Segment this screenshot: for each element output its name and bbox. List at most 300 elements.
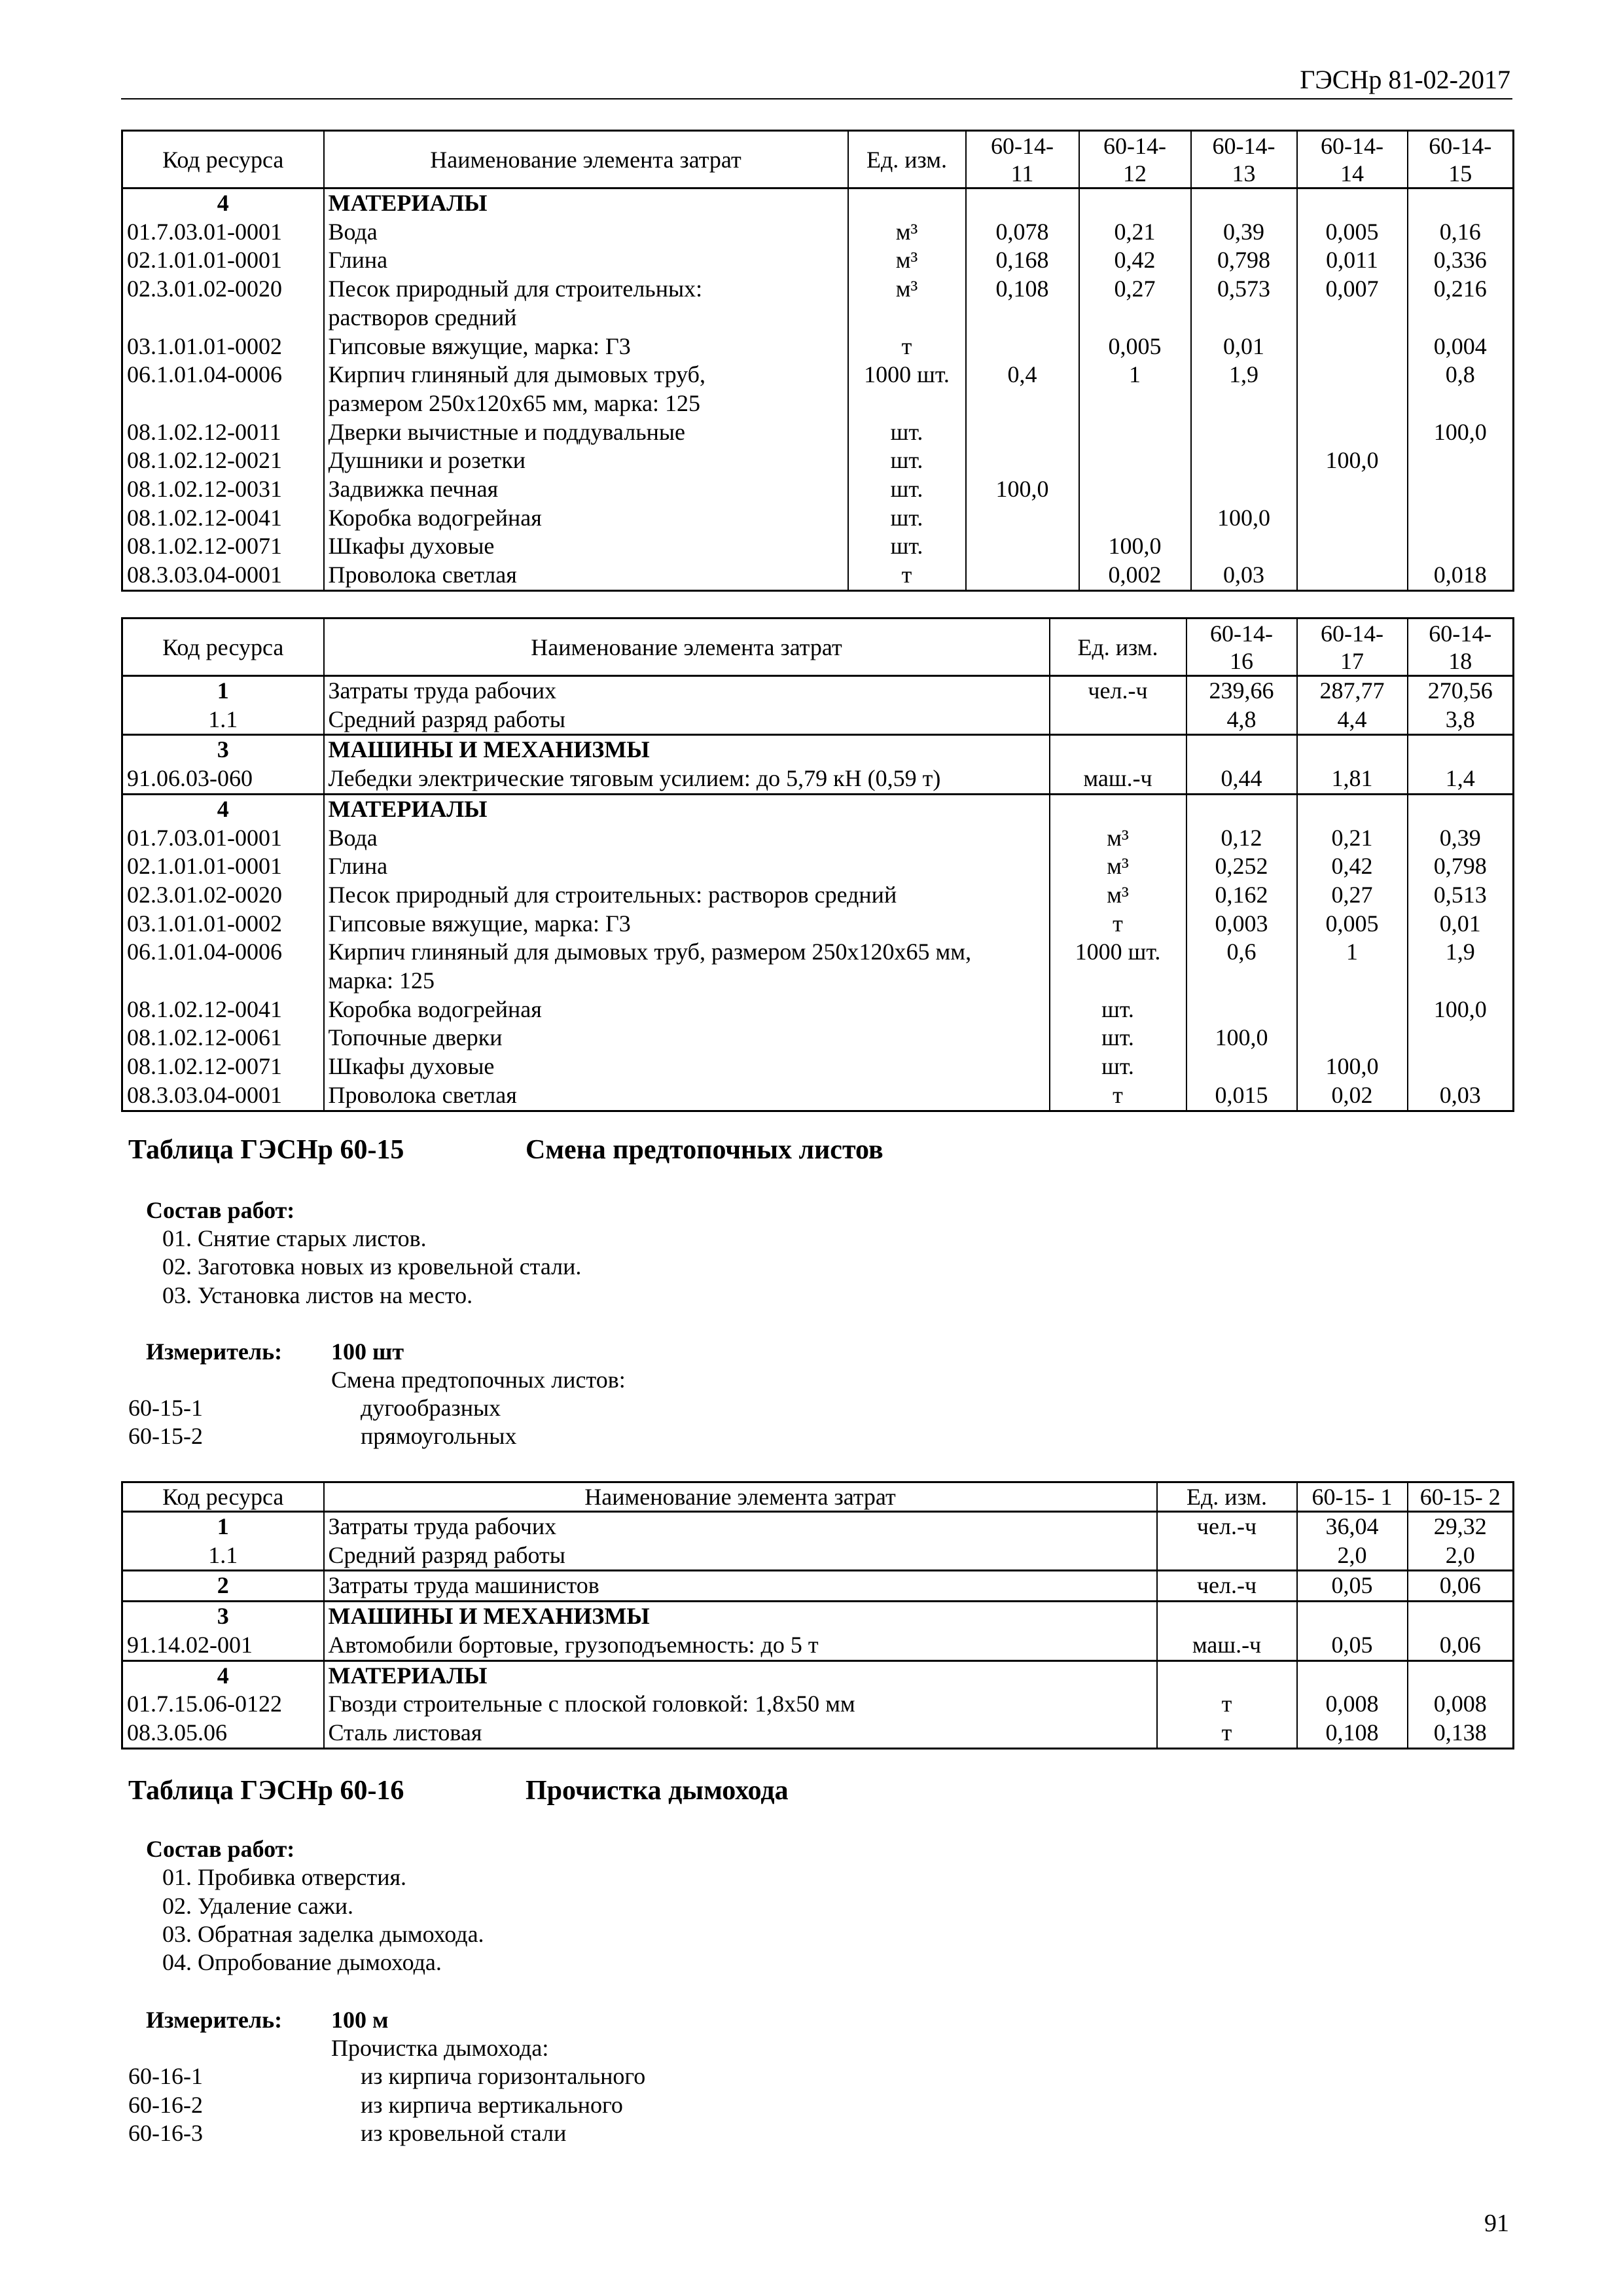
resource-code: 08.1.02.12-0041: [122, 996, 324, 1024]
value-cell: 1: [1079, 361, 1191, 418]
work-step: 03. Обратная заделка дымохода.: [162, 1921, 484, 1947]
value-cell: 0,42: [1079, 246, 1191, 275]
value-cell: [1408, 475, 1514, 504]
value-cell: [1079, 418, 1191, 447]
meter-value: 100 м: [331, 2007, 389, 2033]
value-cell: 1,4: [1408, 764, 1514, 794]
value-cell: 4,4: [1297, 706, 1408, 735]
value-cell: 100,0: [1079, 532, 1191, 561]
table-row: [122, 794, 1514, 823]
value-cell: 239,66: [1186, 676, 1297, 706]
resource-name: Гипсовые вяжущие, марка: Г3: [324, 910, 1050, 939]
resource-code: 03.1.01.01-0002: [122, 910, 324, 939]
value-cell: 0,138: [1408, 1719, 1514, 1748]
value-cell: 0,216: [1408, 275, 1514, 332]
header-divider: [121, 98, 1512, 99]
resource-code: 4: [122, 1660, 324, 1690]
resource-table-60-14-16-18: [121, 617, 1514, 1112]
table-row: [122, 475, 1514, 504]
value-cell: [966, 561, 1079, 590]
resource-name: Средний разряд работы: [324, 1541, 1157, 1571]
value-cell: [1408, 1024, 1514, 1052]
resource-code: 01.7.03.01-0001: [122, 218, 324, 247]
value-cell: 0,007: [1297, 275, 1408, 332]
resource-name: Кирпич глиняный для дымовых труб, размером 250х120х65 мм, марка: 125: [324, 938, 1050, 995]
value-cell: 0,03: [1191, 561, 1297, 590]
unit: [1050, 794, 1186, 823]
value-cell: [1079, 475, 1191, 504]
resource-name: Средний разряд работы: [324, 706, 1050, 735]
unit: маш.-ч: [1050, 764, 1186, 794]
unit: [1157, 1660, 1297, 1690]
value-cell: 0,003: [1186, 910, 1297, 939]
value-cell: [966, 332, 1079, 361]
value-cell: 0,42: [1297, 852, 1408, 881]
resource-name: Душники и розетки: [324, 446, 848, 475]
resource-name: Шкафы духовые: [324, 532, 848, 561]
table-row: [122, 1571, 1514, 1602]
value-cell: 2,0: [1297, 1541, 1408, 1571]
value-cell: 0,6: [1186, 938, 1297, 995]
value-cell: 4,8: [1186, 706, 1297, 735]
meter-label: Измеритель:: [146, 2007, 283, 2033]
unit: [1157, 1541, 1297, 1571]
header-rate-column: 60-14- 18: [1408, 619, 1514, 676]
resource-code: 1.1: [122, 706, 324, 735]
value-cell: [1297, 1602, 1408, 1631]
resource-code: 02.1.01.01-0001: [122, 246, 324, 275]
value-cell: 270,56: [1408, 676, 1514, 706]
item-code: 60-15-2: [128, 1423, 203, 1449]
resource-code: 08.1.02.12-0031: [122, 475, 324, 504]
table-row: [122, 1631, 1514, 1660]
table-row: [122, 446, 1514, 475]
resource-code: 91.06.03-060: [122, 764, 324, 794]
resource-code: 08.3.03.04-0001: [122, 1081, 324, 1111]
value-cell: [1297, 794, 1408, 823]
unit: т: [1157, 1690, 1297, 1719]
header-rate-column: 60-14- 15: [1408, 131, 1514, 188]
resource-code: 08.1.02.12-0011: [122, 418, 324, 447]
header-rate-column: 60-14- 12: [1079, 131, 1191, 188]
table-row: [122, 676, 1514, 706]
resource-code: 08.1.02.12-0071: [122, 1052, 324, 1081]
value-cell: [966, 418, 1079, 447]
value-cell: 0,002: [1079, 561, 1191, 590]
resource-name: Проволока светлая: [324, 561, 848, 590]
unit: т: [1050, 910, 1186, 939]
value-cell: 0,16: [1408, 218, 1514, 247]
resource-name: МАТЕРИАЛЫ: [324, 188, 848, 218]
value-cell: 0,011: [1297, 246, 1408, 275]
work-step: 01. Пробивка отверстия.: [162, 1864, 407, 1890]
value-cell: 100,0: [1408, 418, 1514, 447]
item-name: прямоугольных: [361, 1423, 517, 1449]
resource-code: 91.14.02-001: [122, 1631, 324, 1660]
resource-code: 08.1.02.12-0021: [122, 446, 324, 475]
value-cell: 29,32: [1408, 1512, 1514, 1541]
value-cell: [1186, 1052, 1297, 1081]
unit: т: [848, 561, 966, 590]
table-row: [122, 881, 1514, 910]
unit: [1050, 735, 1186, 764]
table-row: [122, 418, 1514, 447]
value-cell: 0,05: [1297, 1571, 1408, 1602]
meter-description: Прочистка дымохода:: [331, 2035, 549, 2061]
table-row: [122, 1081, 1514, 1111]
unit: м³: [848, 218, 966, 247]
value-cell: 1,9: [1191, 361, 1297, 418]
value-cell: 0,108: [1297, 1719, 1408, 1748]
value-cell: 0,06: [1408, 1571, 1514, 1602]
resource-name: Кирпич глиняный для дымовых труб, размером 250х120х65 мм, марка: 125: [324, 361, 848, 418]
table-row: [122, 824, 1514, 853]
value-cell: [1297, 996, 1408, 1024]
work-step: 02. Удаление сажи.: [162, 1893, 354, 1919]
value-cell: [1079, 188, 1191, 218]
resource-name: Автомобили бортовые, грузоподъемность: до 5 т: [324, 1631, 1157, 1660]
value-cell: [1408, 1602, 1514, 1631]
value-cell: 0,27: [1079, 275, 1191, 332]
table-row: [122, 1512, 1514, 1541]
header-name: Наименование элемента затрат: [324, 1482, 1157, 1512]
header-name: Наименование элемента затрат: [324, 619, 1050, 676]
resource-name: Затраты труда машинистов: [324, 1571, 1157, 1602]
resource-code: 2: [122, 1571, 324, 1602]
resource-name: Глина: [324, 246, 848, 275]
value-cell: 0,008: [1408, 1690, 1514, 1719]
resource-name: МАШИНЫ И МЕХАНИЗМЫ: [324, 735, 1050, 764]
resource-name: Топочные дверки: [324, 1024, 1050, 1052]
value-cell: 100,0: [1186, 1024, 1297, 1052]
unit: шт.: [848, 532, 966, 561]
unit: [1050, 706, 1186, 735]
table-row: [122, 706, 1514, 735]
resource-code: 3: [122, 735, 324, 764]
value-cell: 1,9: [1408, 938, 1514, 995]
table-row: [122, 1024, 1514, 1052]
resource-name: Задвижка печная: [324, 475, 848, 504]
item-code: 60-16-3: [128, 2120, 203, 2146]
value-cell: [966, 504, 1079, 533]
value-cell: 0,12: [1186, 824, 1297, 853]
value-cell: [1408, 188, 1514, 218]
value-cell: [1079, 446, 1191, 475]
table-header-row: [122, 1482, 1514, 1512]
resource-name: Песок природный для строительных: растворов средний: [324, 275, 848, 332]
table-row: [122, 332, 1514, 361]
table-row: [122, 996, 1514, 1024]
value-cell: [1186, 735, 1297, 764]
resource-code: 4: [122, 188, 324, 218]
header-unit: Ед. изм.: [1050, 619, 1186, 676]
resource-code: 08.1.02.12-0061: [122, 1024, 324, 1052]
value-cell: [1408, 735, 1514, 764]
item-code: 60-15-1: [128, 1395, 203, 1421]
value-cell: 0,44: [1186, 764, 1297, 794]
item-name: из кровельной стали: [361, 2120, 567, 2146]
value-cell: [1186, 996, 1297, 1024]
value-cell: 3,8: [1408, 706, 1514, 735]
value-cell: 1,81: [1297, 764, 1408, 794]
resource-name: Вода: [324, 824, 1050, 853]
resource-name: МАТЕРИАЛЫ: [324, 1660, 1157, 1690]
unit: м³: [848, 246, 966, 275]
unit: м³: [1050, 852, 1186, 881]
resource-code: 08.3.05.06: [122, 1719, 324, 1748]
resource-name: Коробка водогрейная: [324, 996, 1050, 1024]
value-cell: 100,0: [1297, 446, 1408, 475]
work-step: 02. Заготовка новых из кровельной стали.: [162, 1253, 582, 1280]
resource-name: Дверки вычистные и поддувальные: [324, 418, 848, 447]
value-cell: 0,01: [1191, 332, 1297, 361]
resource-code: 01.7.03.01-0001: [122, 824, 324, 853]
header-code: Код ресурса: [122, 1482, 324, 1512]
work-composition-heading: Состав работ:: [146, 1197, 295, 1223]
value-cell: 0,162: [1186, 881, 1297, 910]
value-cell: [1297, 418, 1408, 447]
value-cell: 0,252: [1186, 852, 1297, 881]
unit: шт.: [848, 418, 966, 447]
value-cell: 287,77: [1297, 676, 1408, 706]
value-cell: 0,168: [966, 246, 1079, 275]
resource-code: 08.3.03.04-0001: [122, 561, 324, 590]
value-cell: [966, 446, 1079, 475]
value-cell: [1297, 504, 1408, 533]
value-cell: 0,05: [1297, 1631, 1408, 1660]
value-cell: [1297, 532, 1408, 561]
value-cell: 0,798: [1408, 852, 1514, 881]
value-cell: [1191, 188, 1297, 218]
table-row: [122, 504, 1514, 533]
header-unit: Ед. изм.: [848, 131, 966, 188]
resource-code: 06.1.01.04-0006: [122, 938, 324, 995]
value-cell: [1297, 1024, 1408, 1052]
value-cell: 0,005: [1297, 218, 1408, 247]
item-name: из кирпича горизонтального: [361, 2063, 646, 2089]
resource-table-60-15: [121, 1481, 1514, 1749]
resource-code: 08.1.02.12-0071: [122, 532, 324, 561]
resource-name: Шкафы духовые: [324, 1052, 1050, 1081]
resource-code: 3: [122, 1602, 324, 1631]
resource-name: Глина: [324, 852, 1050, 881]
value-cell: 0,39: [1191, 218, 1297, 247]
table-row: [122, 938, 1514, 995]
table-row: [122, 735, 1514, 764]
value-cell: 0,01: [1408, 910, 1514, 939]
resource-code: 02.1.01.01-0001: [122, 852, 324, 881]
unit: т: [1157, 1719, 1297, 1748]
unit: чел.-ч: [1050, 676, 1186, 706]
header-rate-column: 60-15- 2: [1408, 1482, 1514, 1512]
value-cell: [1079, 504, 1191, 533]
value-cell: [1191, 446, 1297, 475]
value-cell: 0,798: [1191, 246, 1297, 275]
table-row: [122, 275, 1514, 332]
value-cell: [1297, 1660, 1408, 1690]
resource-name: Песок природный для строительных: растворов средний: [324, 881, 1050, 910]
header-name: Наименование элемента затрат: [324, 131, 848, 188]
value-cell: 1: [1297, 938, 1408, 995]
unit: шт.: [848, 475, 966, 504]
resource-code: 03.1.01.01-0002: [122, 332, 324, 361]
value-cell: [1297, 735, 1408, 764]
table-row: [122, 188, 1514, 218]
value-cell: 100,0: [1408, 996, 1514, 1024]
meter-label: Измеритель:: [146, 1338, 283, 1365]
resource-name: Гвозди строительные с плоской головкой: 1,8х50 мм: [324, 1690, 1157, 1719]
unit: м³: [1050, 881, 1186, 910]
item-name: из кирпича вертикального: [361, 2092, 623, 2118]
value-cell: [1297, 361, 1408, 418]
resource-name: Вода: [324, 218, 848, 247]
value-cell: [1297, 561, 1408, 590]
value-cell: [1408, 504, 1514, 533]
value-cell: 100,0: [966, 475, 1079, 504]
resource-name: Гипсовые вяжущие, марка: Г3: [324, 332, 848, 361]
value-cell: [1297, 188, 1408, 218]
unit: чел.-ч: [1157, 1512, 1297, 1541]
value-cell: [966, 532, 1079, 561]
meter-value: 100 шт: [331, 1338, 404, 1365]
table-header-row: [122, 131, 1514, 188]
table-row: [122, 1541, 1514, 1571]
header-code: Код ресурса: [122, 619, 324, 676]
unit: шт.: [1050, 1024, 1186, 1052]
header-rate-column: 60-14- 16: [1186, 619, 1297, 676]
value-cell: [1408, 794, 1514, 823]
value-cell: 0,03: [1408, 1081, 1514, 1111]
value-cell: 0,005: [1297, 910, 1408, 939]
resource-code: 1: [122, 1512, 324, 1541]
table-header-row: [122, 619, 1514, 676]
value-cell: 0,018: [1408, 561, 1514, 590]
resource-name: Лебедки электрические тяговым усилием: до 5,79 кН (0,59 т): [324, 764, 1050, 794]
item-code: 60-16-1: [128, 2063, 203, 2089]
unit: м³: [1050, 824, 1186, 853]
table-label-60-15: Таблица ГЭСНр 60-15: [128, 1135, 404, 1165]
table-row: [122, 764, 1514, 794]
unit: т: [1050, 1081, 1186, 1111]
header-rate-column: 60-14- 14: [1297, 131, 1408, 188]
value-cell: 0,008: [1297, 1690, 1408, 1719]
header-code: Код ресурса: [122, 131, 324, 188]
unit: шт.: [848, 446, 966, 475]
value-cell: 0,015: [1186, 1081, 1297, 1111]
value-cell: 0,06: [1408, 1631, 1514, 1660]
resource-table-60-14-11-15: [121, 130, 1514, 592]
resource-code: 01.7.15.06-0122: [122, 1690, 324, 1719]
resource-name: Проволока светлая: [324, 1081, 1050, 1111]
value-cell: 0,336: [1408, 246, 1514, 275]
table-title-60-15: Смена предтопочных листов: [526, 1135, 883, 1165]
header-rate-column: 60-15- 1: [1297, 1482, 1408, 1512]
table-label-60-16: Таблица ГЭСНр 60-16: [128, 1776, 404, 1806]
value-cell: 0,108: [966, 275, 1079, 332]
value-cell: 0,078: [966, 218, 1079, 247]
table-title-60-16: Прочистка дымохода: [526, 1776, 789, 1806]
table-row: [122, 852, 1514, 881]
resource-name: МАТЕРИАЛЫ: [324, 794, 1050, 823]
resource-name: Затраты труда рабочих: [324, 676, 1050, 706]
value-cell: 0,8: [1408, 361, 1514, 418]
table-row: [122, 561, 1514, 590]
value-cell: [1297, 332, 1408, 361]
table-row: [122, 246, 1514, 275]
value-cell: [966, 188, 1079, 218]
value-cell: 0,21: [1297, 824, 1408, 853]
work-step: 01. Снятие старых листов.: [162, 1225, 427, 1251]
unit: м³: [848, 275, 966, 332]
work-composition-heading: Состав работ:: [146, 1836, 295, 1862]
meter-description: Смена предтопочных листов:: [331, 1367, 626, 1393]
resource-code: 1: [122, 676, 324, 706]
document-code: ГЭСНр 81-02-2017: [1300, 65, 1510, 94]
table-row: [122, 361, 1514, 418]
value-cell: 0,513: [1408, 881, 1514, 910]
value-cell: [1191, 418, 1297, 447]
value-cell: [1191, 532, 1297, 561]
resource-name: Затраты труда рабочих: [324, 1512, 1157, 1541]
value-cell: [1408, 1660, 1514, 1690]
unit: маш.-ч: [1157, 1631, 1297, 1660]
table-row: [122, 1052, 1514, 1081]
value-cell: 0,39: [1408, 824, 1514, 853]
value-cell: [1408, 532, 1514, 561]
page-number: 91: [1484, 2210, 1509, 2237]
header-unit: Ед. изм.: [1157, 1482, 1297, 1512]
value-cell: 0,27: [1297, 881, 1408, 910]
value-cell: [1191, 475, 1297, 504]
resource-code: 4: [122, 794, 324, 823]
unit: чел.-ч: [1157, 1571, 1297, 1602]
table-row: [122, 910, 1514, 939]
resource-name: Сталь листовая: [324, 1719, 1157, 1748]
value-cell: 0,02: [1297, 1081, 1408, 1111]
unit: [1157, 1602, 1297, 1631]
value-cell: 100,0: [1191, 504, 1297, 533]
value-cell: 0,573: [1191, 275, 1297, 332]
value-cell: [1408, 1052, 1514, 1081]
resource-code: 1.1: [122, 1541, 324, 1571]
item-code: 60-16-2: [128, 2092, 203, 2118]
unit: т: [848, 332, 966, 361]
table-row: [122, 1660, 1514, 1690]
table-row: [122, 532, 1514, 561]
resource-code: 06.1.01.04-0006: [122, 361, 324, 418]
table-row: [122, 1602, 1514, 1631]
resource-name: МАШИНЫ И МЕХАНИЗМЫ: [324, 1602, 1157, 1631]
unit: 1000 шт.: [1050, 938, 1186, 995]
resource-code: 02.3.01.02-0020: [122, 881, 324, 910]
resource-name: Коробка водогрейная: [324, 504, 848, 533]
table-row: [122, 1719, 1514, 1748]
unit: шт.: [1050, 996, 1186, 1024]
resource-code: 08.1.02.12-0041: [122, 504, 324, 533]
value-cell: 0,21: [1079, 218, 1191, 247]
value-cell: [1408, 446, 1514, 475]
item-name: дугообразных: [361, 1395, 501, 1421]
resource-code: 02.3.01.02-0020: [122, 275, 324, 332]
header-rate-column: 60-14- 11: [966, 131, 1079, 188]
value-cell: 0,005: [1079, 332, 1191, 361]
unit: [848, 188, 966, 218]
value-cell: 0,004: [1408, 332, 1514, 361]
value-cell: [1297, 475, 1408, 504]
table-row: [122, 218, 1514, 247]
header-rate-column: 60-14- 17: [1297, 619, 1408, 676]
value-cell: [1186, 794, 1297, 823]
